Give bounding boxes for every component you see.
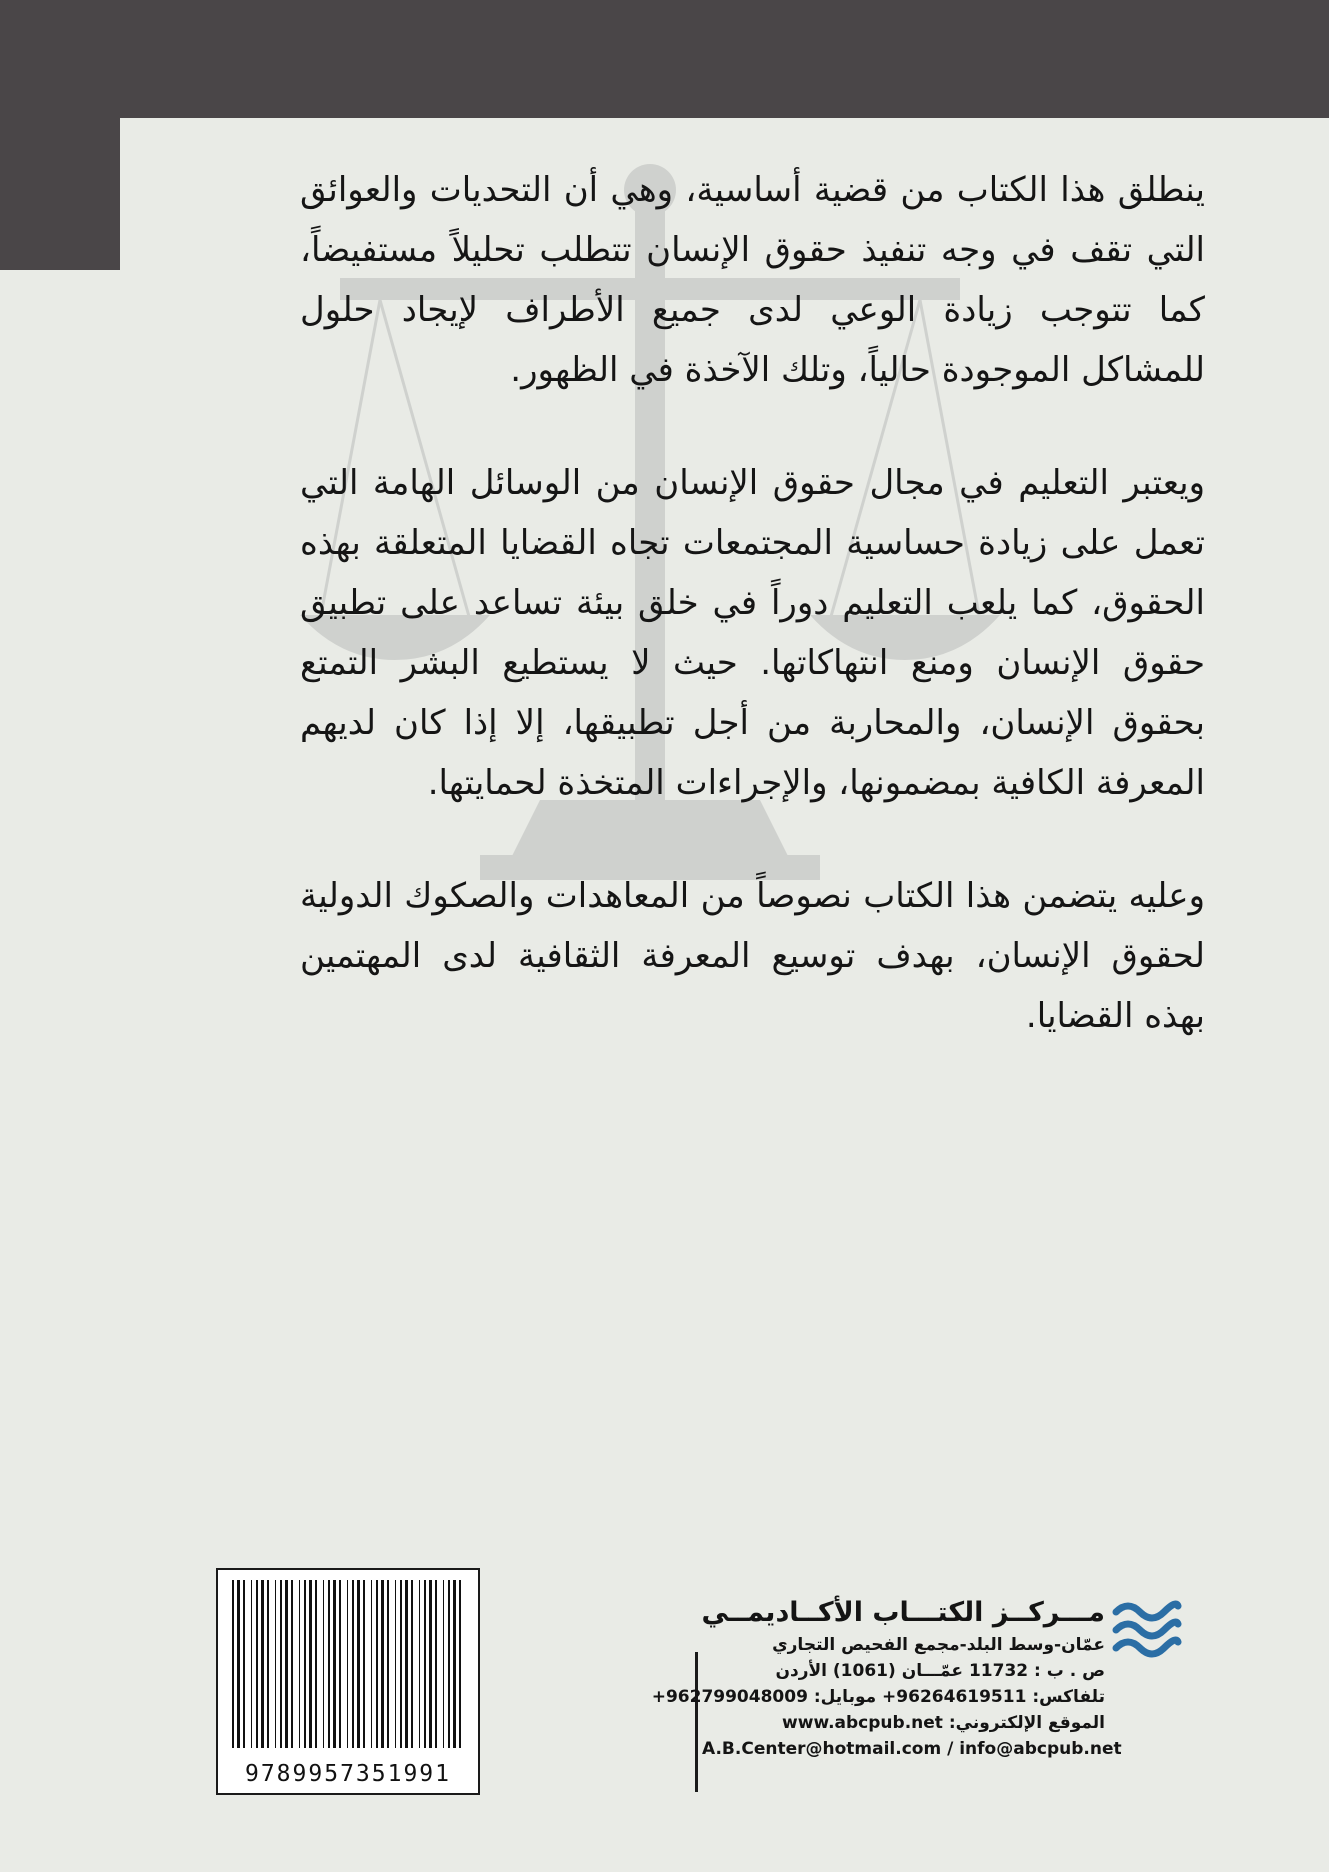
isbn-number: 9789957351991	[244, 1761, 451, 1787]
publisher-phone: تلفاكس: 96264619511+ موبايل: 962799048009+	[651, 1687, 1105, 1707]
publisher-website: الموقع الإلكتروني: www.abcpub.net	[782, 1713, 1105, 1733]
paragraph-3: وعليه يتضمن هذا الكتاب نصوصاً من المعاهدات والصكوك الدولية لحقوق الإنسان، بهدف توسيع المعرفة الثقافية لدى المهتمين بهذه القضايا.	[300, 876, 1205, 1036]
publisher-po-box: ص . ب : 11732 عمّـــان (1061) الأردن	[775, 1661, 1105, 1681]
barcode-bars	[228, 1580, 468, 1750]
isbn-barcode	[216, 1568, 480, 1795]
publisher-info	[651, 1594, 1122, 1762]
paragraph-1: ينطلق هذا الكتاب من قضية أساسية، وهي أن التحديات والعوائق التي تقف في وجه تنفيذ حقوق الإنسان تتطلب تحليلاً مستفيضاً، كما تتوجب زيادة الوعي لدى جميع الأطراف لإيجاد حلول للمشاكل الموجودة حالياً، وتلك الآخذة في الظهور.	[300, 170, 1205, 390]
publisher-address: عمّان-وسط البلد-مجمع الفحيص التجاري	[772, 1635, 1105, 1655]
publisher-emails: A.B.Center@hotmail.com / info@abcpub.net	[702, 1739, 1122, 1759]
paragraph-2: ويعتبر التعليم في مجال حقوق الإنسان من الوسائل الهامة التي تعمل على زيادة حساسية المجتمعات تجاه القضايا المتعلقة بهذه الحقوق، كما يلعب التعليم دوراً في خلق بيئة تساعد على تطبيق حقوق الإنسان ومنع انتهاكاتها. حيث لا يستطيع البشر التمتع بحقوق الإنسان، والمحاربة من أجل تطبيقها، إلا إذا كان لديهم المعرفة الكافية بمضمونها، والإجراءات المتخذة لحمايتها.	[300, 463, 1205, 803]
publisher-name: مـــركــز الكتـــاب الأكــاديمــي	[701, 1597, 1105, 1628]
publisher-divider	[695, 1652, 698, 1792]
back-cover-text	[300, 160, 1205, 1099]
wave-logo-icon	[1110, 1590, 1184, 1662]
